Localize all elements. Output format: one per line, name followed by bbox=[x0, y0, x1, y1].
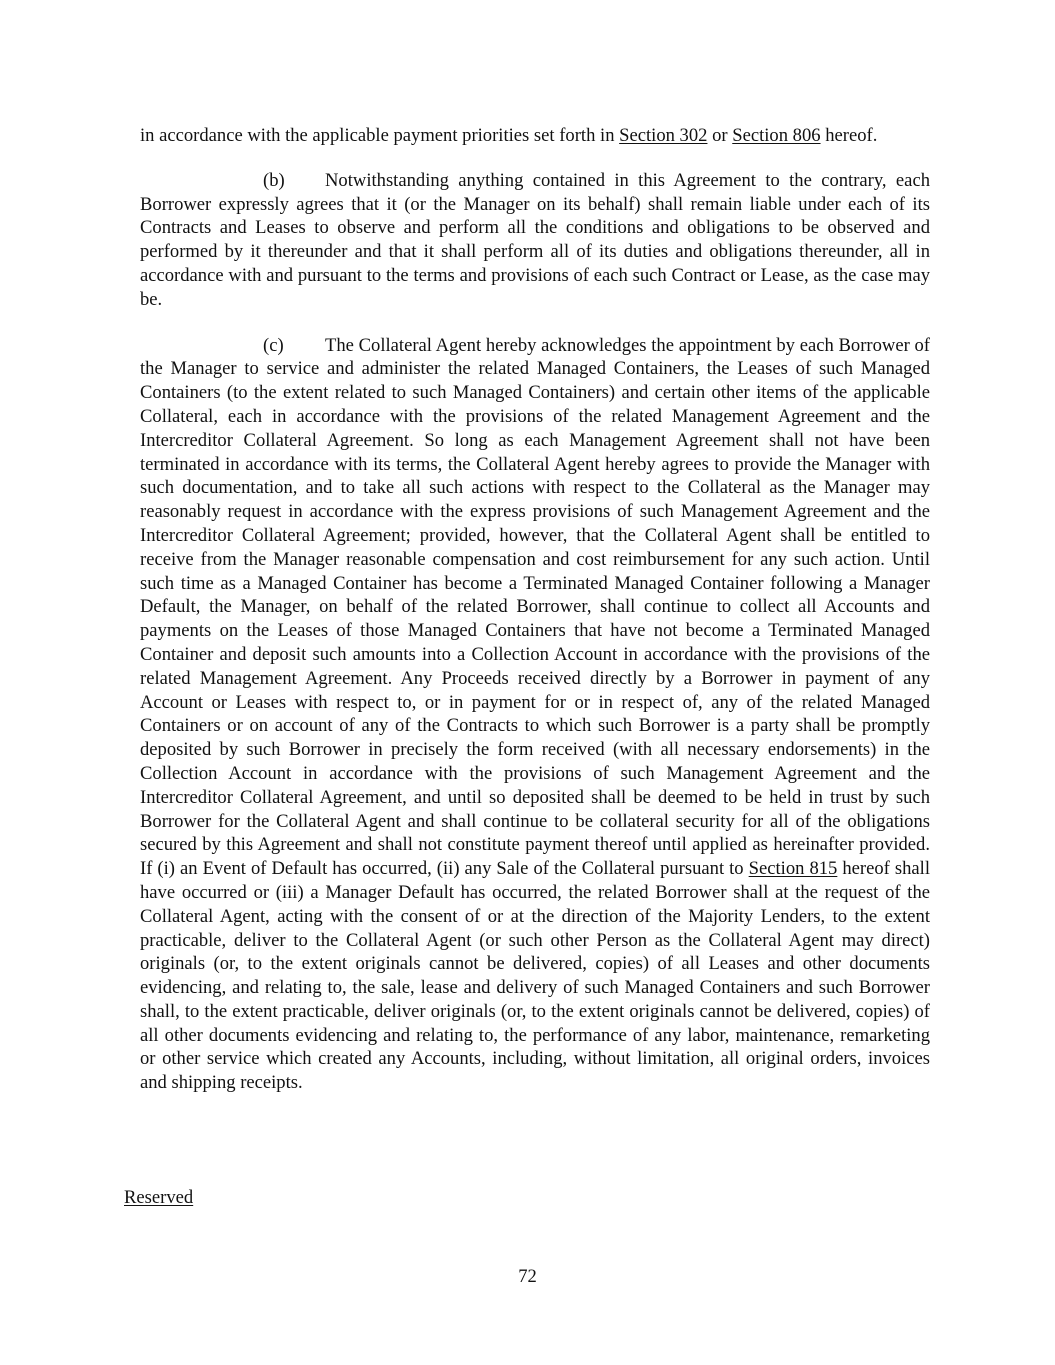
continuation-text-1: in accordance with the applicable payment priorities set forth in bbox=[140, 125, 620, 146]
paragraph-c-text-2: hereof shall have occurred or (iii) a Manager Default has occurred, the related Borrower shall at the request of the Collateral Agent, acting with the consent of or at the direction of the Majority Lenders, to the extent practicable, deliver to the Collateral Agent (or such other Person as the Collateral Agent may direct) originals (or, to the extent originals cannot be delivered, copies) of all Leases and other documents evidencing, and relating to, the sale, lease and delivery of such Managed Containers and such Borrower shall, to the extent practicable, deliver originals (or, to the extent originals cannot be delivered, copies) of all other documents evidencing and relating to, the performance of any labor, maintenance, remarketing or other service which created any Accounts, including, without limitation, all original orders, invoices and shipping receipts. bbox=[140, 858, 931, 1094]
section-reference-302: Section 302 bbox=[619, 125, 708, 146]
paragraph-c bbox=[140, 334, 930, 1096]
continuation-text-2: or bbox=[707, 125, 733, 146]
document-body bbox=[140, 124, 930, 1095]
section-reference-815: Section 815 bbox=[748, 858, 838, 880]
paragraph-b-label: (b) bbox=[263, 169, 285, 191]
paragraph-b-text: Notwithstanding anything contained in this Agreement to the contrary, each Borrower expressly agrees that it (or the Manager on its behalf) shall remain liable under each of its Contracts and Leases to observe and perform all the conditions and obligations to be observed and performed by it thereunder and that it shall perform all of its duties and obligations thereunder, all in accordance with and pursuant to the terms and provisions of each such Contract or Lease, as the case may be. bbox=[140, 169, 930, 310]
page-number: 72 bbox=[518, 1266, 537, 1287]
continuation-paragraph bbox=[140, 124, 930, 148]
paragraph-c-text-1: The Collateral Agent hereby acknowledges the appointment by each Borrower of the Manager to service and administer the related Managed Containers, the Leases of such Managed Containers (to the extent related to such Managed Containers) and certain other items of the applicable Collateral, each in accordance with the provisions of the related Management Agreement and the Intercreditor Collateral Agreement. So long as each Management Agreement shall not have been terminated in accordance with its terms, the Collateral Agent hereby agrees to provide the Manager with such documentation, and to take all such actions with respect to the Collateral as the Manager may reasonably request in accordance with the express provisions of such Management Agreement and the Intercreditor Collateral Agreement; provided, however, that the Collateral Agent shall be entitled to receive from the Manager reasonable compensation and cost reimbursement for any such action. Until such time as a Managed Container has become a Terminated Managed Container following a Manager Default, the Manager, on behalf of the related Borrower, shall continue to collect all Accounts and payments on the Leases of those Managed Containers that have not become a Terminated Managed Container and deposit such amounts into a Collection Account in accordance with the provisions of the related Management Agreement. Any Proceeds received directly by a Borrower in payment of any Account or Leases with respect to, or in payment for or in respect of, any of the related Managed Containers or on account of any of the Contracts to which such Borrower is a party shall be promptly deposited by such Borrower in precisely the form received (with all necessary endorsements) in the Collection Account in accordance with the provisions of such Management Agreement and the Intercreditor Collateral Agreement, and until so deposited shall be deemed to be held in trust by such Borrower for the Collateral Agent and shall continue to be collateral security for all of the obligations secured by this Agreement and shall not constitute payment thereof until applied as hereinafter provided. If (i) an Event of Default has occurred, (ii) any Sale of the Collateral pursuant to bbox=[140, 334, 930, 880]
continuation-text-3: hereof. bbox=[820, 125, 878, 146]
paragraph-b bbox=[140, 169, 930, 312]
section-reference-806: Section 806 bbox=[732, 125, 821, 146]
paragraph-c-label: (c) bbox=[263, 334, 284, 356]
section-heading-reserved: Reserved bbox=[124, 1187, 194, 1208]
